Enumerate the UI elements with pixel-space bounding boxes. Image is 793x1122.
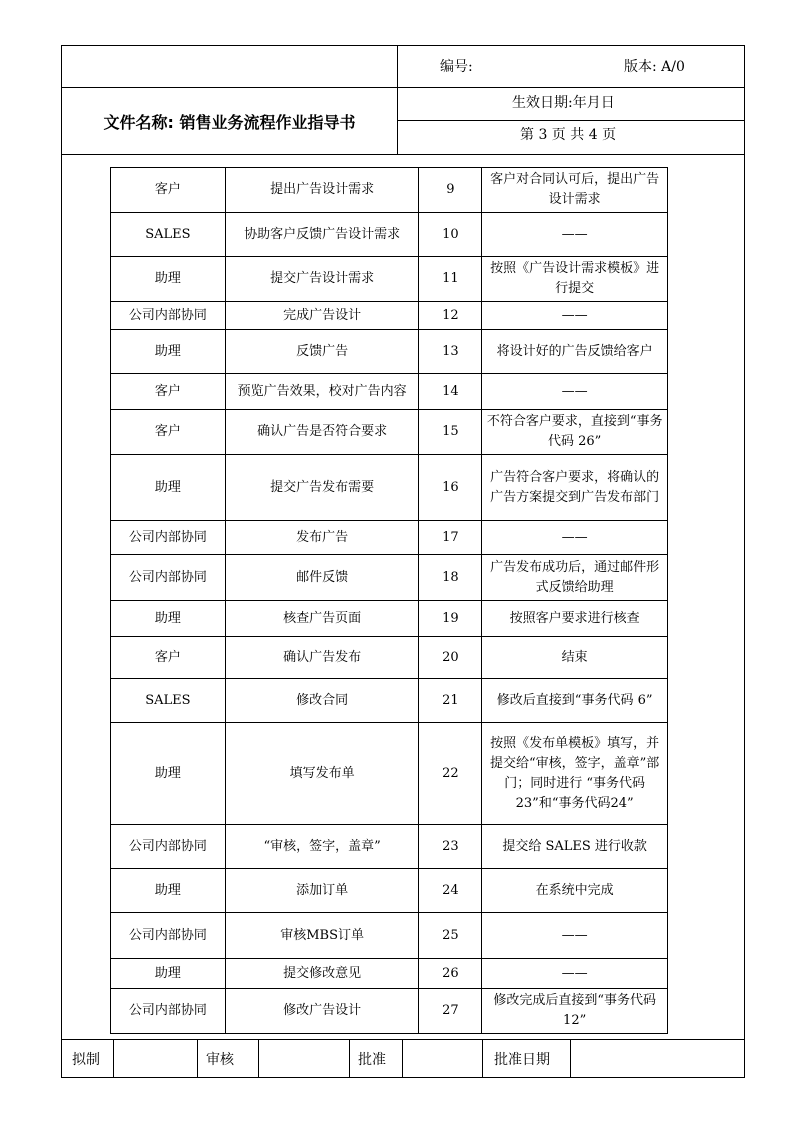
action-cell: 确认广告是否符合要求 [225, 410, 419, 455]
table-row [111, 410, 668, 455]
doc-number-label: 编号: [440, 59, 473, 75]
note-cell: 按照客户要求进行核查 [482, 601, 668, 637]
action-cell: 预览广告效果，校对广告内容 [225, 374, 419, 410]
code-cell: 10 [419, 213, 482, 257]
table-row [111, 959, 668, 989]
code-cell: 9 [419, 168, 482, 213]
note-cell: 广告符合客户要求，将确认的广告方案提交到广告发布部门 [482, 455, 668, 521]
role-cell: 客户 [111, 410, 226, 455]
table-row [111, 913, 668, 959]
role-cell: 助理 [111, 959, 226, 989]
action-cell: 提交广告设计需求 [225, 257, 419, 302]
table-row [111, 521, 668, 555]
role-cell: 助理 [111, 723, 226, 825]
table-row [111, 723, 668, 825]
note-cell: —— [482, 913, 668, 959]
role-cell: 客户 [111, 168, 226, 213]
code-cell: 26 [419, 959, 482, 989]
action-cell: 协助客户反馈广告设计需求 [225, 213, 419, 257]
role-cell: SALES [111, 679, 226, 723]
document-header [62, 46, 744, 155]
role-cell: 公司内部协同 [111, 521, 226, 555]
table-row [111, 374, 668, 410]
table-row [111, 637, 668, 679]
note-cell: 广告发布成功后，通过邮件形式反馈给助理 [482, 555, 668, 601]
note-cell: 提交给 SALES 进行收款 [482, 825, 668, 869]
code-cell: 14 [419, 374, 482, 410]
code-cell: 23 [419, 825, 482, 869]
role-cell: 助理 [111, 455, 226, 521]
table-row [111, 601, 668, 637]
code-cell: 12 [419, 302, 482, 330]
code-cell: 17 [419, 521, 482, 555]
action-cell: 审核MBS订单 [225, 913, 419, 959]
role-cell: SALES [111, 213, 226, 257]
action-cell: 完成广告设计 [225, 302, 419, 330]
role-cell: 助理 [111, 869, 226, 913]
note-cell: —— [482, 302, 668, 330]
table-row [111, 869, 668, 913]
action-cell: 反馈广告 [225, 330, 419, 374]
action-cell: 添加订单 [225, 869, 419, 913]
table-row [111, 455, 668, 521]
reviewed-label: 审核 [206, 1052, 234, 1068]
code-cell: 13 [419, 330, 482, 374]
action-cell: 提交广告发布需要 [225, 455, 419, 521]
approval-date-label: 批准日期 [494, 1052, 550, 1068]
note-cell: 结束 [482, 637, 668, 679]
action-cell: 填写发布单 [225, 723, 419, 825]
code-cell: 20 [419, 637, 482, 679]
role-cell: 公司内部协同 [111, 989, 226, 1034]
code-cell: 27 [419, 989, 482, 1034]
note-cell: 修改完成后直接到“事务代码 12” [482, 989, 668, 1034]
action-cell: 修改广告设计 [225, 989, 419, 1034]
role-cell: 公司内部协同 [111, 302, 226, 330]
code-cell: 18 [419, 555, 482, 601]
code-cell: 24 [419, 869, 482, 913]
role-cell: 助理 [111, 330, 226, 374]
drafted-label: 拟制 [72, 1052, 100, 1068]
table-row [111, 213, 668, 257]
role-cell: 助理 [111, 257, 226, 302]
table-row [111, 330, 668, 374]
note-cell: 按照《发布单模板》填写，并提交给“审核，签字，盖章”部门；同时进行 “事务代码23”和“事务代码24” [482, 723, 668, 825]
note-cell: —— [482, 521, 668, 555]
action-cell: 发布广告 [225, 521, 419, 555]
approved-label: 批准 [358, 1052, 386, 1068]
table-row [111, 989, 668, 1034]
note-cell: —— [482, 959, 668, 989]
note-cell: 修改后直接到“事务代码 6” [482, 679, 668, 723]
note-cell: 客户对合同认可后，提出广告设计需求 [482, 168, 668, 213]
note-cell: 不符合客户要求，直接到“事务代码 26” [482, 410, 668, 455]
action-cell: 修改合同 [225, 679, 419, 723]
document-title: 文件名称: 销售业务流程作业指导书 [103, 112, 356, 132]
role-cell: 助理 [111, 601, 226, 637]
table-row [111, 168, 668, 213]
role-cell: 客户 [111, 374, 226, 410]
code-cell: 15 [419, 410, 482, 455]
signature-bar [62, 1039, 744, 1078]
code-cell: 19 [419, 601, 482, 637]
note-cell: 将设计好的广告反馈给客户 [482, 330, 668, 374]
table-row [111, 825, 668, 869]
page-info: 第 3 页 共 4 页 [520, 127, 617, 143]
action-cell: 提出广告设计需求 [225, 168, 419, 213]
code-cell: 11 [419, 257, 482, 302]
table-row [111, 555, 668, 601]
note-cell: 在系统中完成 [482, 869, 668, 913]
table-row [111, 257, 668, 302]
version-label: 版本: A/0 [624, 59, 685, 75]
action-cell: “审核，签字，盖章” [225, 825, 419, 869]
role-cell: 公司内部协同 [111, 555, 226, 601]
action-cell: 提交修改意见 [225, 959, 419, 989]
note-cell: 按照《广告设计需求模板》进行提交 [482, 257, 668, 302]
role-cell: 公司内部协同 [111, 913, 226, 959]
action-cell: 核查广告页面 [225, 601, 419, 637]
effective-date: 生效日期:年月日 [512, 95, 615, 111]
table-row [111, 679, 668, 723]
code-cell: 21 [419, 679, 482, 723]
action-cell: 邮件反馈 [225, 555, 419, 601]
role-cell: 公司内部协同 [111, 825, 226, 869]
note-cell: —— [482, 374, 668, 410]
note-cell: —— [482, 213, 668, 257]
action-cell: 确认广告发布 [225, 637, 419, 679]
code-cell: 16 [419, 455, 482, 521]
code-cell: 25 [419, 913, 482, 959]
code-cell: 22 [419, 723, 482, 825]
role-cell: 客户 [111, 637, 226, 679]
table-row [111, 302, 668, 330]
process-table [110, 167, 668, 1034]
